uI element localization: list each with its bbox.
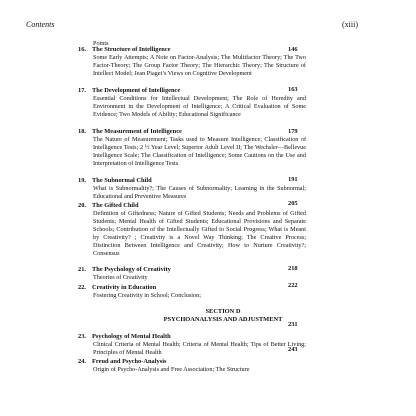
toc-entry-description: The Nature of Measurement; Tasks used to Measure Intelligence; Classification of Intelligence Tests; 2 ½ Year Level; Superior Adult Level II; The Wechsler—Bellevue Intelligence Scale; The Classification of Intelligence; Some Cautions on the Use and Interpretation of Intelligence Tests	[93, 136, 306, 167]
toc-entry-heading: 16. The Structure of Intelligence	[78, 46, 171, 53]
toc-entry-heading: 23. Psychology of Mental Health	[78, 333, 171, 340]
toc-entry-description: Fostering Creativity in School; Conclusion;	[93, 292, 201, 299]
toc-entry-24	[78, 358, 306, 374]
toc-entry-description: Clinical Criteria of Mental Health; Criteria of Mental Health; Tips of Better Living; Principles of Mental Health	[93, 341, 306, 356]
toc-entry-heading: 19. The Subnormal Child	[78, 177, 152, 184]
toc-entry-17	[78, 87, 306, 119]
toc-entry-description: Some Early Attempts; A Note on Factor-Analysis; The Multifactor Theory; The Two Factor-Theory; The Group Factor Theory; The Hierarchic Theory; The Structure of Intellect Model; Jean Piaget’s Views on Cognitive Development	[93, 54, 306, 77]
running-header-title: Contents	[26, 20, 55, 29]
running-header-page-number: (xiii)	[342, 20, 358, 29]
toc-entry-heading: 18. The Measurement of Intelligence	[78, 128, 182, 135]
toc-entry-20-page: 205	[288, 200, 298, 207]
toc-entry-19-page: 191	[288, 176, 298, 183]
toc-entry-21-page: 218	[288, 265, 298, 272]
toc-entry-description: Origin of Psycho-Analysis and Free Association; The Structure	[93, 366, 250, 373]
section-title: PSYCHOANALYSIS AND ADJUSTMENT	[163, 316, 283, 323]
toc-entry-18-page: 179	[288, 128, 298, 135]
toc-entry-16	[78, 46, 306, 78]
toc-entry-22-page: 222	[288, 282, 298, 289]
toc-entry-20	[78, 202, 306, 258]
toc-entry-17-page: 163	[288, 86, 298, 93]
toc-entry-23-page: 231	[288, 321, 298, 328]
toc-entry-21	[78, 266, 306, 282]
toc-entry-22	[78, 284, 306, 300]
toc-entry-18	[78, 128, 306, 168]
toc-entry-heading: 20. The Gifted Child	[78, 202, 139, 209]
toc-entry-24-page: 243	[288, 346, 298, 353]
continued-text: Points	[93, 40, 109, 47]
toc-entry-19	[78, 177, 306, 201]
toc-entry-heading: 21. The Psychology of Creativity	[78, 266, 171, 273]
toc-entry-23	[78, 333, 306, 357]
toc-entry-heading: 22. Creativity in Education	[78, 284, 157, 291]
section-label: SECTION D	[205, 308, 241, 315]
toc-entry-heading: 17. The Development of Intelligence	[78, 87, 181, 94]
toc-entry-description: What is Subnormality?; The Causes of Subnormality; Learning in the Subnormal; Educational and Preventive Measures	[93, 185, 306, 200]
toc-entry-description: Theories of Creativity	[93, 274, 148, 281]
toc-entry-16-page: 146	[288, 46, 298, 53]
toc-entry-description: Essential Conditions for Intellectual Development; The Role of Heredity and Environment in the Development of Intelligence; A Critical Evaluation of Some Evidence; Two Models of Ability; Educational Significance	[93, 95, 306, 118]
toc-entry-heading: 24. Freud and Psycho-Analysis	[78, 358, 167, 365]
toc-entry-description: Definition of Giftedness; Nature of Gifted Students; Needs and Problems of Gifted Students; Mental Health of Gifted Students; Educational Provisions and Separate Schools; Contribution of the Intellectually Gifted to Social Progress; What is Meant by Creativity? ; Creativity is a Novel Way Thinking; The Creative Process; Distinction Between Intelligence and Creativity; How to Nurture Creativity?; Consensus	[93, 210, 306, 257]
